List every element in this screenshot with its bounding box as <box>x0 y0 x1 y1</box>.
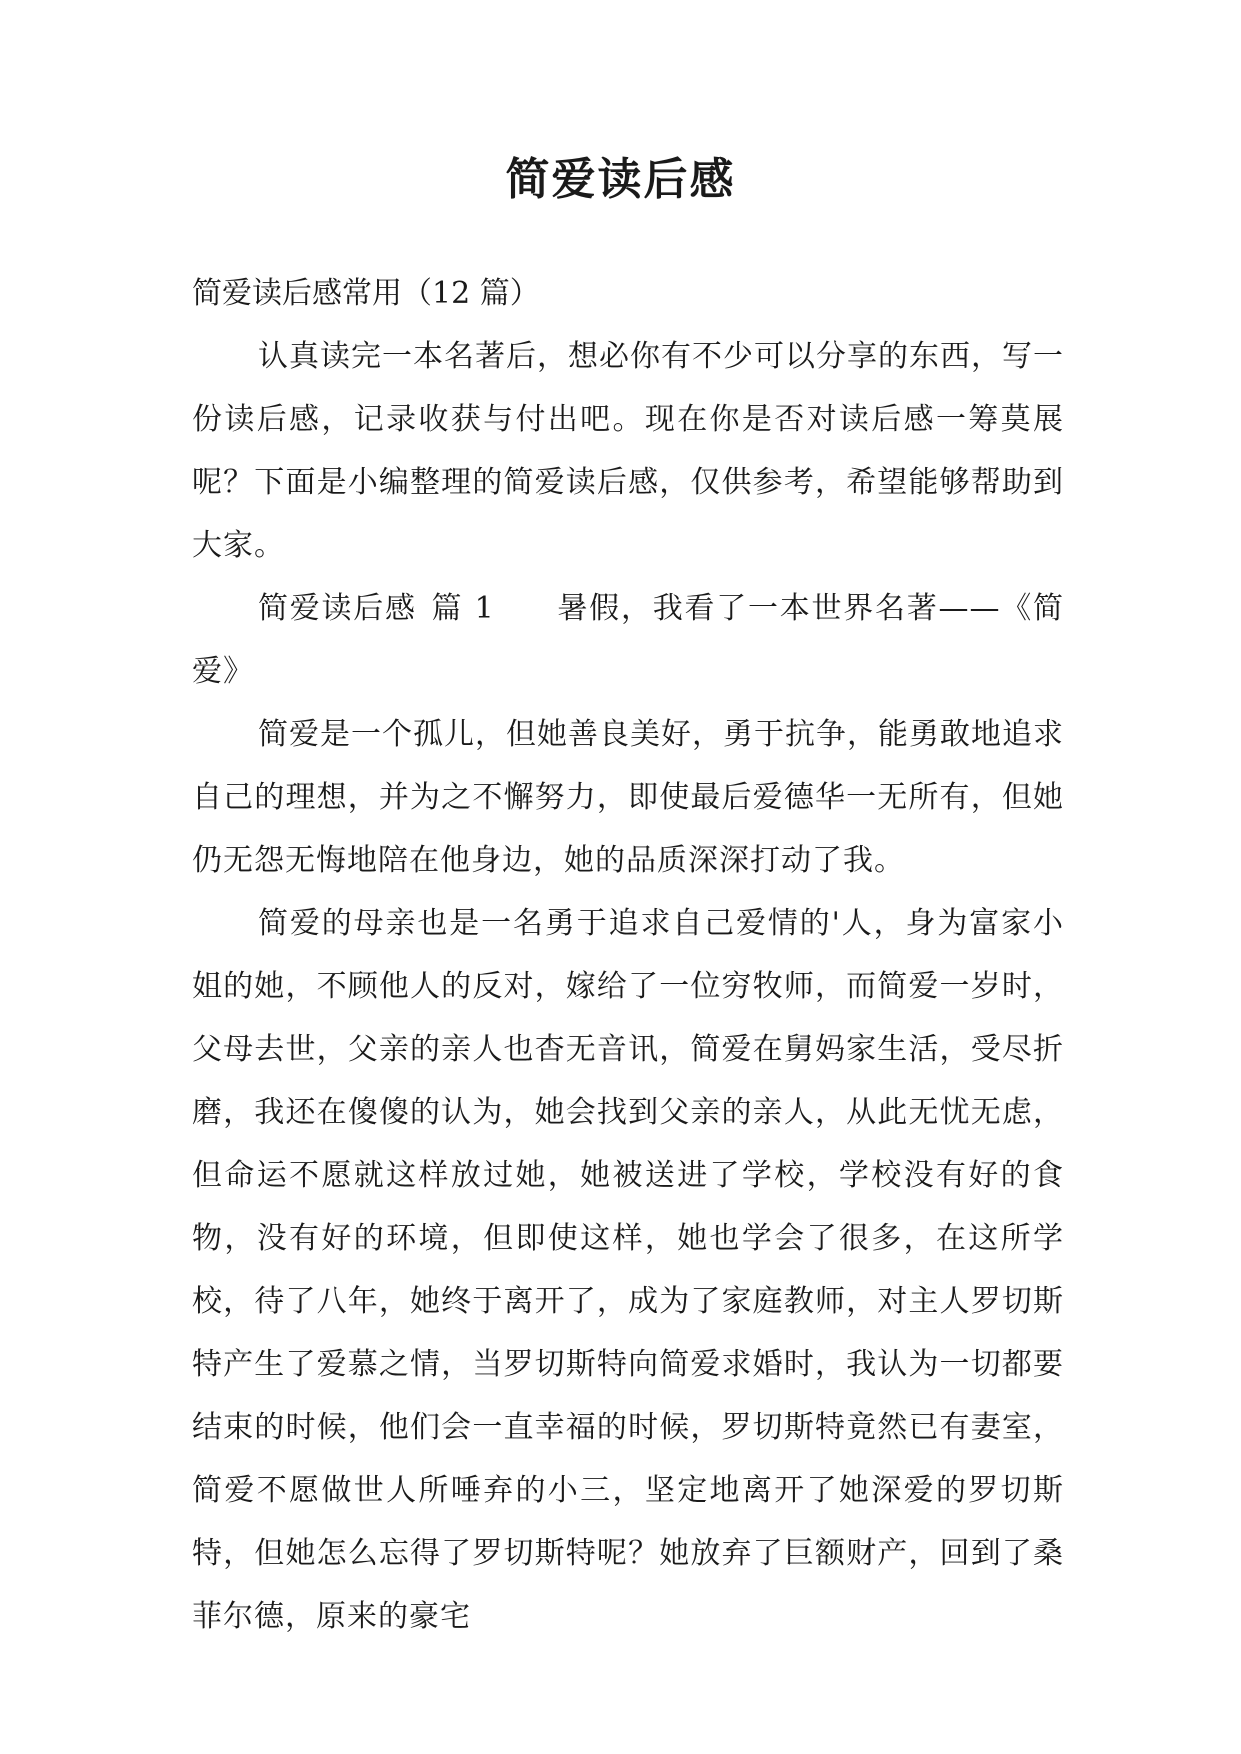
body-paragraph: 简爱是一个孤儿，但她善良美好，勇于抗争，能勇敢地追求自己的理想，并为之不懈努力，即使最后爱德华一无所有，但她仍无怨无悔地陪在他身边，她的品质深深打动了我。 <box>192 717 1064 878</box>
section-1-paragraph <box>192 577 1064 703</box>
document-body <box>192 262 1064 1648</box>
body-paragraph: 简爱的母亲也是一名勇于追求自己爱情的'人，身为富家小姐的她，不顾他人的反对，嫁给了一位穷牧师，而简爱一岁时，父母去世，父亲的亲人也杳无音讯，简爱在舅妈家生活，受尽折磨，我还在傻傻的认为，她会找到父亲的亲人，从此无忧无虑，但命运不愿就这样放过她，她被送进了学校，学校没有好的食物，没有好的环境，但即使这样，她也学会了很多，在这所学校，待了八年，她终于离开了，成为了家庭教师，对主人罗切斯特产生了爱慕之情，当罗切斯特向简爱求婚时，我认为一切都要结束的时候，他们会一直幸福的时候，罗切斯特竟然已有妻室，简爱不愿做世人所唾弃的小三，坚定地离开了她深爱的罗切斯特，但她怎么忘得了罗切斯特呢？她放弃了巨额财产，回到了桑菲尔德，原来的豪宅 <box>192 906 1064 1634</box>
section-number: 篇 1 <box>430 591 495 626</box>
intro-paragraph: 认真读完一本名著后，想必你有不少可以分享的东西，写一份读后感，记录收获与付出吧。现在你是否对读后感一筹莫展呢？下面是小编整理的简爱读后感，仅供参考，希望能够帮助到大家。 <box>192 339 1064 563</box>
section-heading: 简爱读后感 <box>258 591 417 626</box>
section-lead: 暑假，我看了一本世界名著——《简爱》 <box>192 591 1065 689</box>
page-title: 简爱读后感 <box>505 154 736 205</box>
document-subtitle: 简爱读后感常用（12 篇） <box>192 276 540 311</box>
